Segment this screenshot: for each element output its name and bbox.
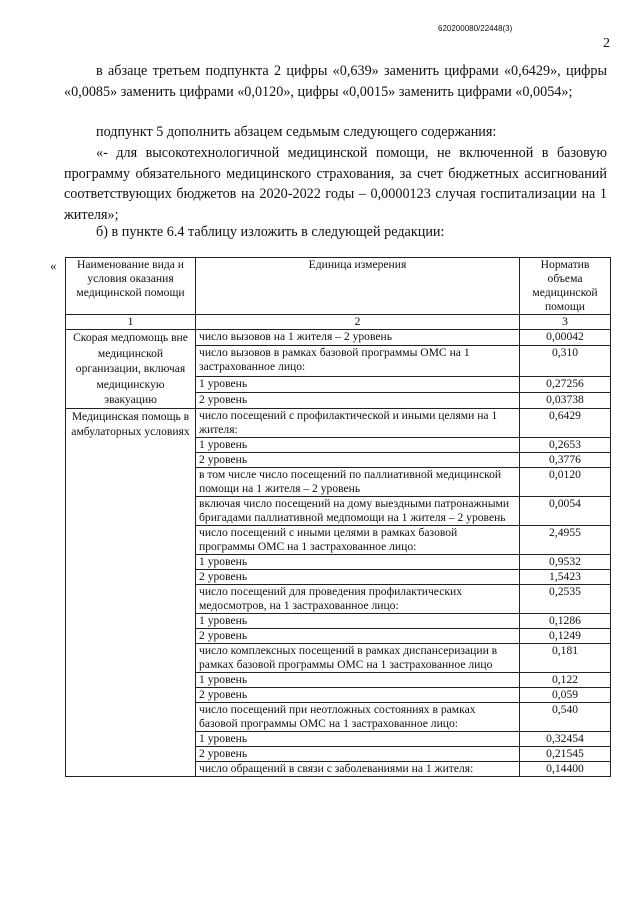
norm-value-cell: 2,4955 bbox=[520, 525, 611, 554]
unit-cell: число посещений с иными целями в рамках базовой программы ОМС на 1 застрахованное лицо: bbox=[196, 525, 520, 554]
column-number: 3 bbox=[520, 315, 611, 330]
paragraph-table-intro: б) в пункте 6.4 таблицу изложить в следующей редакции: bbox=[96, 224, 445, 240]
care-type-cell: Скорая медпомощь вне медицинской организации, включая медицинскую эвакуацию bbox=[66, 330, 196, 409]
norm-value-cell: 0,3776 bbox=[520, 452, 611, 467]
unit-cell: 2 уровень bbox=[196, 569, 520, 584]
norm-value-cell: 0,122 bbox=[520, 672, 611, 687]
unit-cell: включая число посещений на дому выездными патронажными бригадами паллиативной медпомощи на 1 жителя – 2 уровень bbox=[196, 496, 520, 525]
table-open-quote: « bbox=[50, 258, 57, 273]
norm-value-cell: 0,540 bbox=[520, 702, 611, 731]
norm-value-cell: 0,32454 bbox=[520, 731, 611, 746]
norms-table bbox=[65, 257, 611, 777]
page-number: 2 bbox=[603, 36, 610, 51]
norm-value-cell: 0,6429 bbox=[520, 408, 611, 437]
unit-cell: число обращений в связи с заболеваниями на 1 жителя: bbox=[196, 761, 520, 776]
table-row bbox=[66, 330, 611, 346]
column-number: 2 bbox=[196, 315, 520, 330]
norm-value-cell: 0,03738 bbox=[520, 392, 611, 408]
norm-value-cell: 0,00042 bbox=[520, 330, 611, 346]
norm-value-cell: 0,0120 bbox=[520, 467, 611, 496]
header-unit: Единица измерения bbox=[196, 258, 520, 315]
unit-cell: 2 уровень bbox=[196, 746, 520, 761]
unit-cell: число комплексных посещений в рамках диспансеризации в рамках базовой программы ОМС на 1 застрахованное лицо bbox=[196, 643, 520, 672]
table-row bbox=[66, 408, 611, 437]
care-type-cell: Медицинская помощь в амбулаторных условиях bbox=[66, 408, 196, 776]
norm-value-cell: 0,0054 bbox=[520, 496, 611, 525]
unit-cell: число вызовов на 1 жителя – 2 уровень bbox=[196, 330, 520, 346]
norm-value-cell: 0,059 bbox=[520, 687, 611, 702]
unit-cell: число посещений при неотложных состояниях в рамках базовой программы ОМС на 1 застрахованное лицо: bbox=[196, 702, 520, 731]
norm-value-cell: 0,2535 bbox=[520, 584, 611, 613]
header-care-type: Наименование вида и условия оказания медицинской помощи bbox=[66, 258, 196, 315]
unit-cell: 1 уровень bbox=[196, 554, 520, 569]
paragraph-amend-digits: в абзаце третьем подпункта 2 цифры «0,639» заменить цифрами «0,6429», цифры «0,0085» заменить цифрами «0,0120», цифры «0,0015» заменить цифрами «0,0054»; bbox=[64, 63, 607, 100]
unit-cell: 1 уровень bbox=[196, 672, 520, 687]
document-number: 620200080/22448(3) bbox=[438, 24, 513, 33]
unit-cell: число посещений для проведения профилактических медосмотров, на 1 застрахованное лицо: bbox=[196, 584, 520, 613]
norm-value-cell: 0,9532 bbox=[520, 554, 611, 569]
norm-value-cell: 0,2653 bbox=[520, 437, 611, 452]
column-number-row bbox=[66, 315, 611, 330]
paragraph-hightech-care: «- для высокотехнологичной медицинской помощи, не включенной в базовую программу обязательного медицинского страхования, за счет бюджетных ассигнований соответствующих бюджетов на 2020-2022 годы – 0,0000123 случая госпитализации на 1 жителя»; bbox=[64, 145, 607, 223]
norm-value-cell: 0,14400 bbox=[520, 761, 611, 776]
paragraph-subitem-5: подпункт 5 дополнить абзацем седьмым следующего содержания: bbox=[96, 124, 497, 140]
norm-value-cell: 0,310 bbox=[520, 345, 611, 376]
unit-cell: 1 уровень bbox=[196, 437, 520, 452]
unit-cell: число посещений с профилактической и иными целями на 1 жителя: bbox=[196, 408, 520, 437]
unit-cell: в том числе число посещений по паллиативной медицинской помощи на 1 жителя – 2 уровень bbox=[196, 467, 520, 496]
unit-cell: 1 уровень bbox=[196, 613, 520, 628]
norm-value-cell: 0,1286 bbox=[520, 613, 611, 628]
header-norm: Норматив объема медицинской помощи bbox=[520, 258, 611, 315]
unit-cell: число вызовов в рамках базовой программы ОМС на 1 застрахованное лицо: bbox=[196, 345, 520, 376]
column-number: 1 bbox=[66, 315, 196, 330]
unit-cell: 2 уровень bbox=[196, 392, 520, 408]
unit-cell: 2 уровень bbox=[196, 687, 520, 702]
norm-value-cell: 0,21545 bbox=[520, 746, 611, 761]
table-header-row bbox=[66, 258, 611, 315]
norm-value-cell: 0,181 bbox=[520, 643, 611, 672]
norm-value-cell: 1,5423 bbox=[520, 569, 611, 584]
norm-value-cell: 0,27256 bbox=[520, 376, 611, 392]
unit-cell: 2 уровень bbox=[196, 452, 520, 467]
unit-cell: 1 уровень bbox=[196, 376, 520, 392]
unit-cell: 2 уровень bbox=[196, 628, 520, 643]
unit-cell: 1 уровень bbox=[196, 731, 520, 746]
norm-value-cell: 0,1249 bbox=[520, 628, 611, 643]
